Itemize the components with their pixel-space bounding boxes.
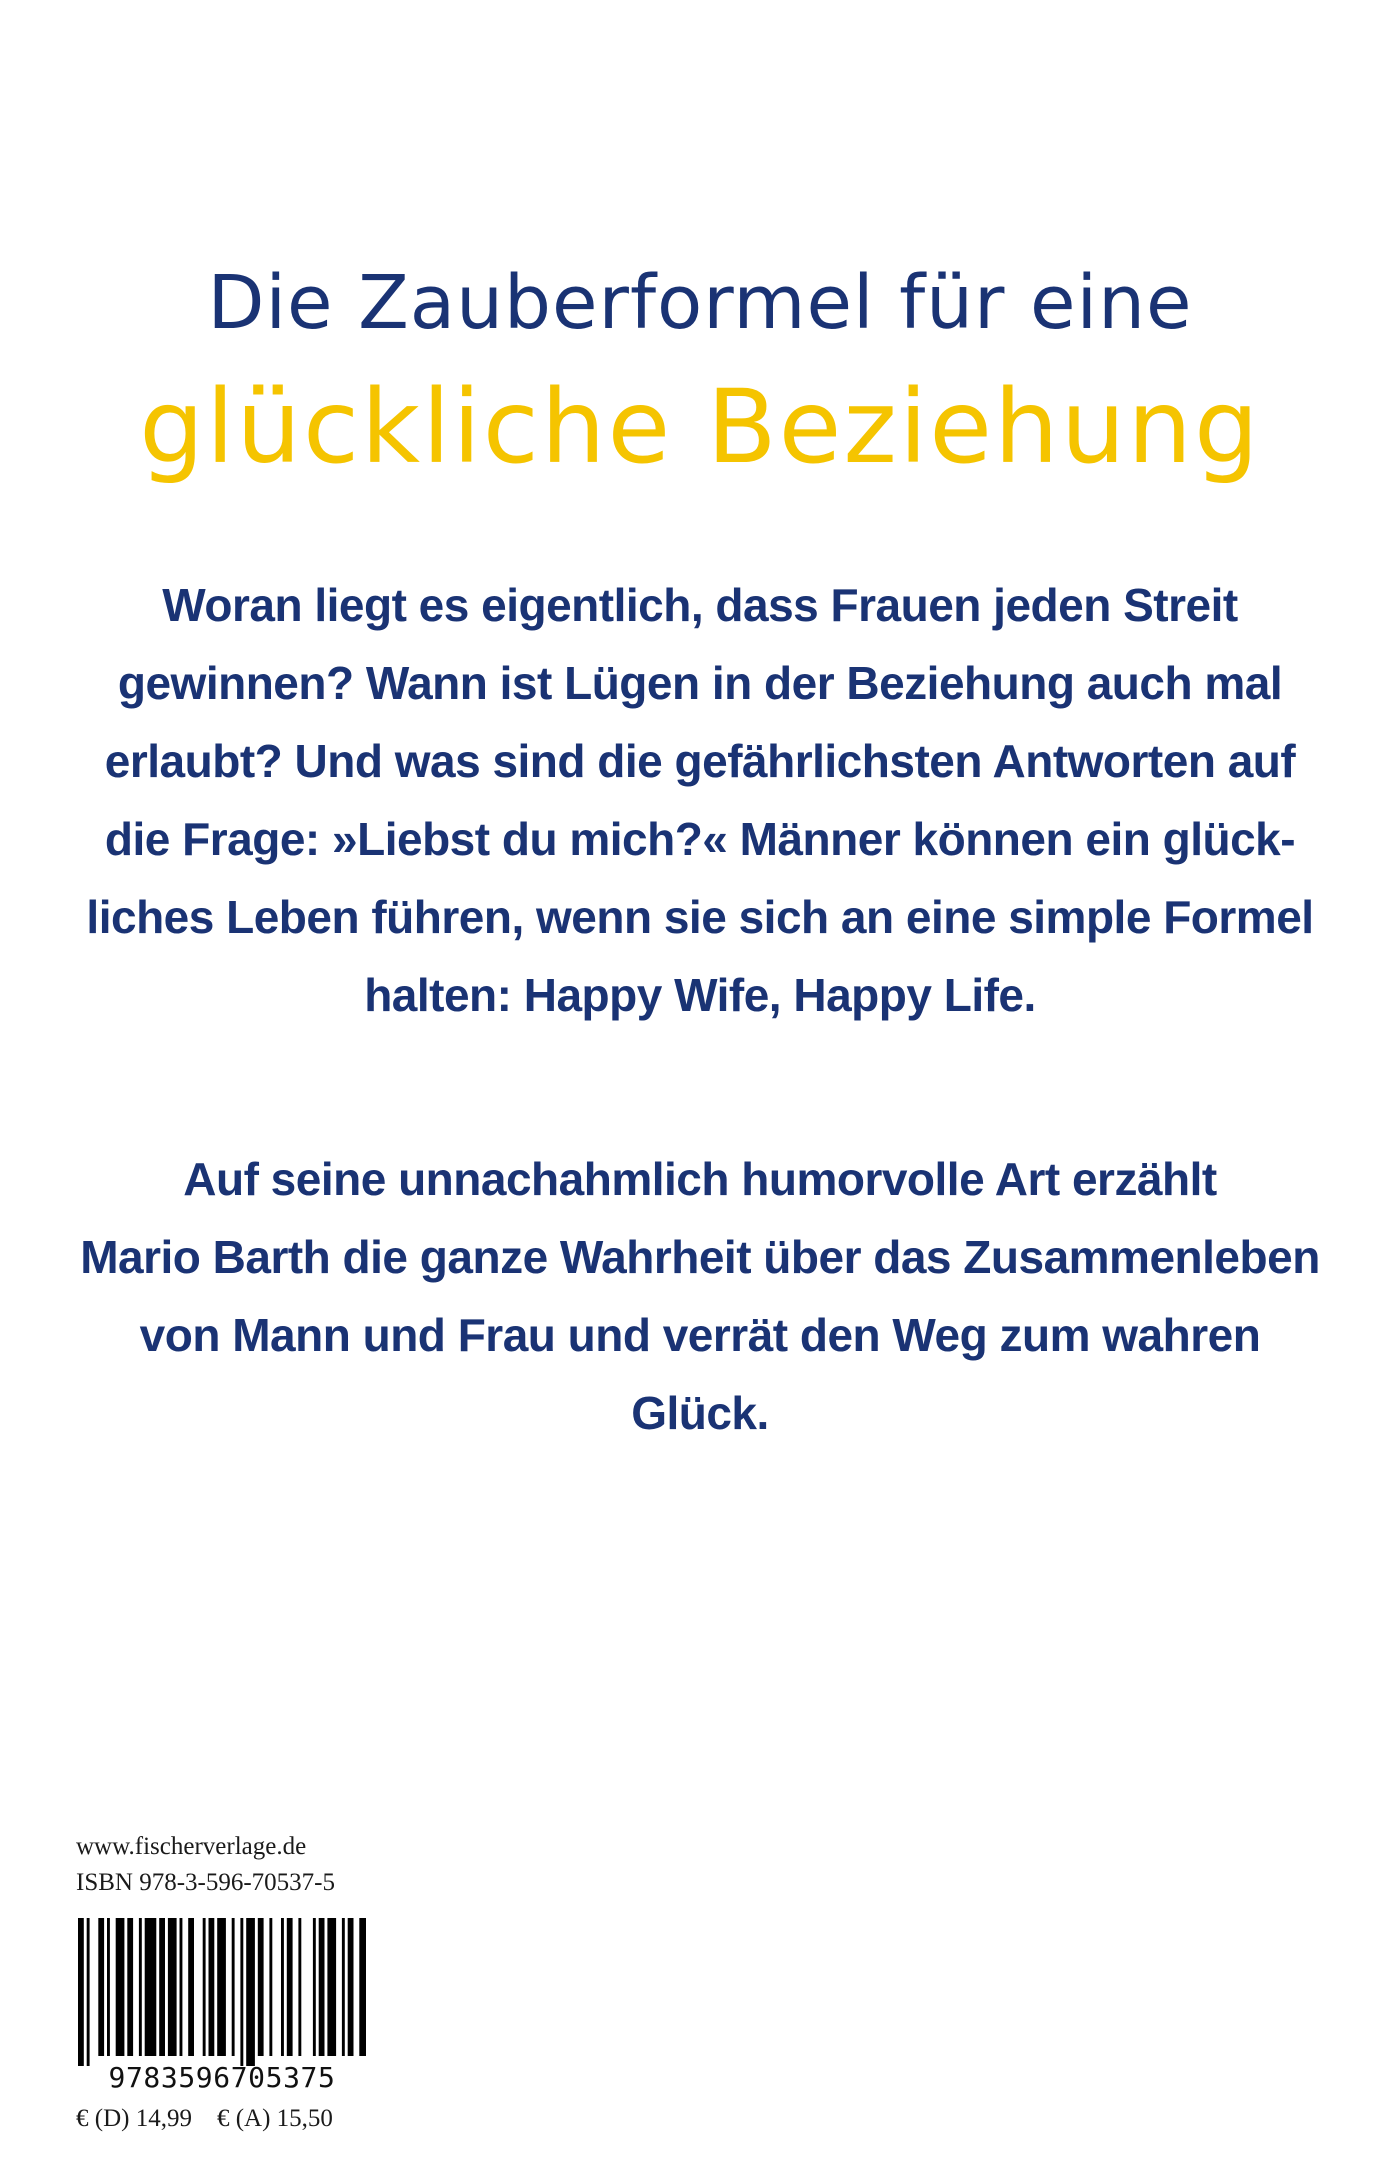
barcode-bar <box>180 1918 183 2056</box>
barcode-bar <box>232 1918 235 2056</box>
blurb-1-line: erlaubt? Und was sind die gefährlichsten Antworten auf <box>104 735 1296 787</box>
barcode-bar <box>116 1918 125 2056</box>
blurb-2-line: von Mann und Frau und verrät den Weg zum wahren Glück. <box>139 1309 1261 1439</box>
barcode-bar <box>188 1918 194 2056</box>
barcode-bar <box>348 1918 354 2056</box>
barcode-bar <box>246 1918 255 2066</box>
barcode-bar <box>240 1918 243 2066</box>
barcode-bar <box>319 1918 325 2056</box>
barcode-bar <box>258 1918 264 2056</box>
barcode-bar <box>203 1918 206 2056</box>
barcode-bar <box>298 1918 301 2056</box>
blurb-1-line: halten: Happy Wife, Happy Life. <box>364 969 1036 1021</box>
price-label: € (D) 14,99 € (A) 15,50 <box>76 2105 333 2132</box>
barcode-bar <box>327 1918 336 2056</box>
headline-line-2: glückliche Beziehung <box>139 368 1261 487</box>
isbn-barcode <box>74 1918 370 2070</box>
blurb-1-line: liches Leben führen, wenn sie sich an eine simple Formel <box>86 891 1314 943</box>
barcode-bar <box>342 1918 345 2056</box>
blurb-1-line: die Frage: »Liebst du mich?« Männer können ein glück- <box>104 813 1296 865</box>
barcode-bar <box>281 1918 284 2056</box>
isbn-number: ISBN 978-3-596-70537-5 <box>76 1869 336 1896</box>
blurb-1-line: gewinnen? Wann ist Lügen in der Beziehung auch mal <box>117 657 1283 709</box>
barcode-bar <box>98 1918 104 2056</box>
barcode-bar <box>359 1918 366 2056</box>
barcode-bar <box>145 1918 157 2056</box>
blurb-1-line: Woran liegt es eigentlich, dass Frauen jeden Streit <box>162 579 1238 631</box>
blurb-paragraph-1 <box>70 566 1330 1034</box>
barcode-digits: 9783596705375 <box>108 2061 336 2094</box>
headline-line-1: Die Zauberformel für eine <box>207 260 1193 346</box>
barcode-bar <box>217 1918 226 2056</box>
barcode-bar <box>107 1918 110 2056</box>
publisher-url: www.fischerverlage.de <box>76 1833 307 1860</box>
barcode-bar <box>139 1918 142 2056</box>
barcode-bar <box>313 1918 316 2056</box>
barcode-bar <box>287 1918 293 2056</box>
barcode-bar <box>127 1918 133 2056</box>
blurb-2-line: Mario Barth die ganze Wahrheit über das Zusammenleben <box>80 1231 1320 1283</box>
barcode-bar <box>78 1918 84 2066</box>
blurb-2-line: Auf seine unnachahmlich humorvolle Art erzählt <box>183 1153 1217 1205</box>
barcode-bar <box>159 1918 165 2056</box>
barcode-bar <box>168 1918 177 2056</box>
blurb-paragraph-2 <box>70 1140 1330 1452</box>
barcode-bar <box>209 1918 215 2056</box>
barcode-bar <box>87 1918 90 2066</box>
barcode-bar <box>269 1918 272 2056</box>
